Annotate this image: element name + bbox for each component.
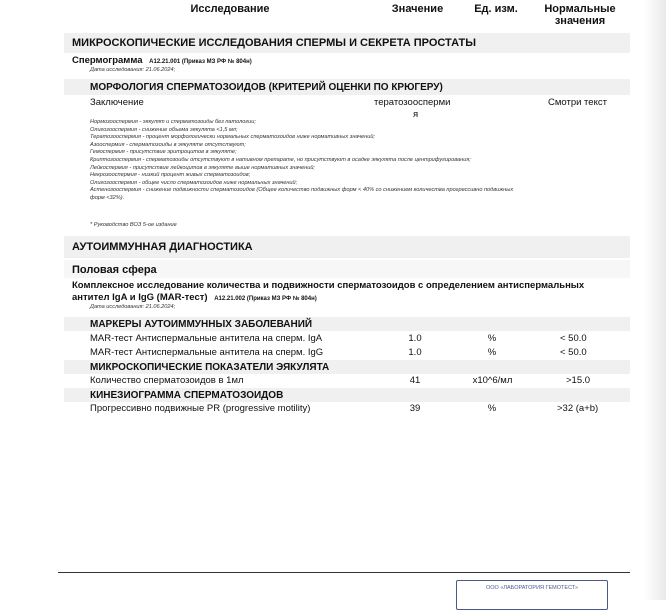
subtitle-reproductive: Половая сфера [72, 264, 157, 276]
result-norm: < 50.0 [560, 333, 587, 344]
result-unit: x10^6/мл [472, 375, 513, 386]
note-line: Лейкоспермия - присутствие лейкоцитов в эякуляте выше нормативных значений; [90, 164, 315, 171]
note-line: Нормозооспермия - эякулят и сперматозоиды без патологии; [90, 119, 256, 125]
subsection-morphology: МОРФОЛОГИЯ СПЕРМАТОЗОИДОВ (КРИТЕРИЙ ОЦЕНКИ ПО КРЮГЕРУ) [90, 82, 443, 93]
complex-test-code: A12.21.002 (Приказ МЗ РФ № 804н) [214, 296, 317, 302]
section-title-microscopy: МИКРОСКОПИЧЕСКИЕ ИССЛЕДОВАНИЯ СПЕРМЫ И СЕКРЕТА ПРОСТАТЫ [72, 37, 476, 49]
result-value: 1.0 [408, 347, 422, 358]
lab-stamp-text: ООО «ЛАБОРАТОРИЯ ГЕМОТЕСТ» [485, 585, 579, 591]
note-line: Олигозооспермия - снижение объема эякулята <1,5 мл; [90, 126, 238, 133]
spermogram-date: Дата исследования: 21.06.2024; [90, 67, 176, 73]
conclusion-value-line1: тератозоосперми [374, 97, 451, 108]
result-unit: % [487, 347, 497, 358]
result-unit: % [487, 403, 497, 414]
note-line: Азооспермия - сперматозоиды в эякуляте отсутствуют; [90, 141, 246, 148]
lab-stamp [456, 580, 608, 610]
column-header-norm: Нормальные значения [544, 3, 616, 27]
result-unit: % [487, 333, 497, 344]
result-name: MAR-тест Антиспермальные антитела на сперм. IgG [90, 347, 324, 358]
result-name: Прогрессивно подвижные PR (progressive motility) [90, 403, 311, 414]
morphology-notes [90, 119, 630, 203]
spermogram-name: Спермограмма [72, 55, 143, 66]
conclusion-label: Заключение [90, 97, 144, 108]
complex-test-name: антител IgA и IgG (MAR-тест) [72, 292, 208, 303]
complex-test-title: Комплексное исследование количества и подвижности сперматозоидов с определением антиспермальных [72, 280, 585, 291]
column-header-test: Исследование [190, 3, 270, 15]
note-line: Астенозооспермия - снижение подвижности сперматозоидов (Общее количество подвижных форм < 40% со снижением количества прогрессивно подвижных [90, 187, 514, 194]
result-name: MAR-тест Антиспермальные антитела на сперм. IgA [90, 333, 323, 344]
result-name: Количество сперматозоидов в 1мл [90, 375, 244, 386]
result-value: 39 [409, 403, 421, 414]
note-line: Тератозооспермия - процент морфологически нормальных сперматозоидов ниже нормативных значений; [90, 134, 375, 141]
column-header-value: Значение [391, 3, 444, 15]
result-norm: >32 (a+b) [557, 403, 599, 414]
spermogram-code: A12.21.001 (Приказ МЗ РФ № 804н) [149, 59, 252, 65]
footnote-who: * Руководство ВОЗ 5-ое издание [90, 222, 177, 228]
note-line: форм <32%). [90, 194, 125, 201]
page-edge-shadow [644, 0, 666, 600]
result-value: 1.0 [408, 333, 422, 344]
result-value: 41 [409, 375, 421, 386]
group-title-kinesiogram: КИНЕЗИОГРАММА СПЕРМАТОЗОИДОВ [90, 390, 284, 401]
group-title-microscopic: МИКРОСКОПИЧЕСКИЕ ПОКАЗАТЕЛИ ЭЯКУЛЯТА [90, 362, 330, 373]
note-line: Олигозооспермия - общее число сперматозоидов ниже нормальных значений; [90, 179, 298, 186]
note-line: Гемоспермия - присутствие эритроцитов в эякуляте; [90, 149, 237, 156]
conclusion-norm: Смотри текст [548, 97, 607, 108]
result-norm: < 50.0 [560, 347, 587, 358]
section-title-autoimmune: АУТОИММУННАЯ ДИАГНОСТИКА [72, 241, 253, 253]
note-line: Некрозооспермия - низкий процент живых сперматозоидов; [90, 172, 251, 179]
column-header-unit: Ед. изм. [474, 3, 518, 15]
group-title-markers: МАРКЕРЫ АУТОИММУННЫХ ЗАБОЛЕВАНИЙ [90, 319, 313, 330]
spermogram-title [72, 55, 252, 66]
note-line: Криптозооспермия - сперматозоиды отсутствуют в нативном препарате, но присутствуют в осадке эякулята после центрифугирования; [90, 156, 471, 163]
result-norm: >15.0 [566, 375, 591, 386]
footer-divider [58, 572, 630, 573]
complex-test-title-line2 [72, 292, 317, 303]
complex-test-date: Дата исследования: 21.06.2024; [90, 304, 176, 310]
conclusion-value-line2: я [413, 109, 419, 120]
